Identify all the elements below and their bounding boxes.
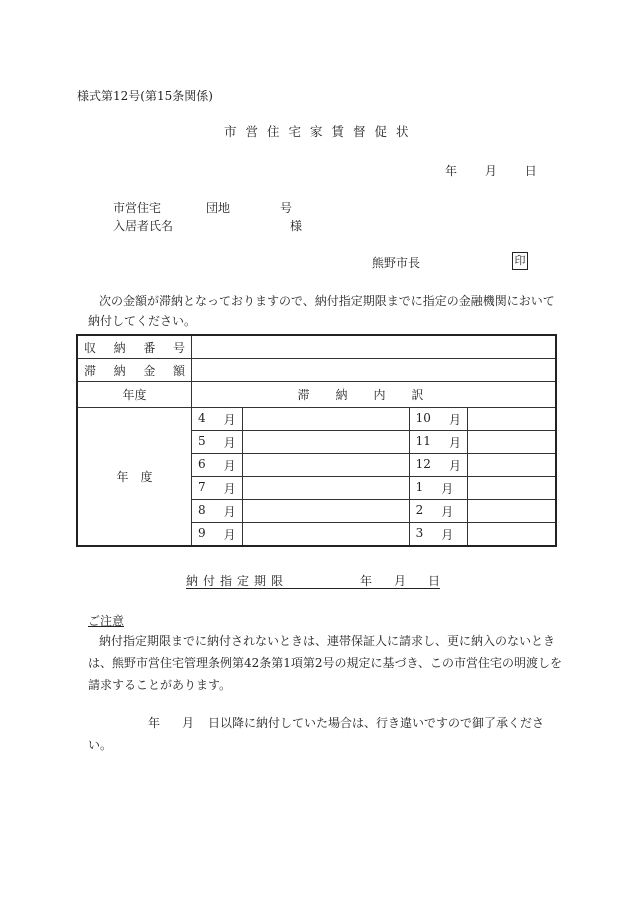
form-number: 様式第12号(第15条関係) xyxy=(77,89,213,103)
deadline-day: 日 xyxy=(428,574,441,588)
footer-line-1: 日以降に納付していた場合は、行き違いですので御了承くださ xyxy=(208,716,545,730)
month-label-left: 6 月 xyxy=(192,454,243,477)
month-value-right[interactable] xyxy=(467,454,556,477)
month-label-left: 8 月 xyxy=(192,500,243,523)
month-label-right: 3 月 xyxy=(409,523,467,547)
month-value-right[interactable] xyxy=(467,408,556,431)
housing-label: 市営住宅 xyxy=(113,201,162,215)
footer-month: 月 xyxy=(182,716,195,730)
breakdown-header-row xyxy=(77,382,556,408)
month-label-right: 2 月 xyxy=(409,500,467,523)
notice-line-3: 請求することがあります。 xyxy=(88,678,232,692)
month-label-right: 12 月 xyxy=(409,454,467,477)
footer-year: 年 xyxy=(148,716,161,730)
month-label-right: 10 月 xyxy=(409,408,467,431)
notice-line-2: は、熊野市営住宅管理条例第42条第1項第2号の規定に基づき、この市営住宅の明渡しを xyxy=(88,656,563,670)
month-label-left: 9 月 xyxy=(192,523,243,547)
month-value-right[interactable] xyxy=(467,477,556,500)
arrears-table xyxy=(76,334,557,547)
month-label-left: 7 月 xyxy=(192,477,243,500)
receipt-number-row xyxy=(77,335,556,359)
payment-deadline xyxy=(186,572,440,589)
month-label-left: 5 月 xyxy=(192,431,243,454)
month-value-left[interactable] xyxy=(242,477,409,500)
month-value-left[interactable] xyxy=(242,408,409,431)
date-month: 月 xyxy=(484,164,497,178)
receipt-number-label: 収 納 番 号 xyxy=(77,335,192,359)
footer-line-2: い。 xyxy=(88,738,113,752)
deadline-month: 月 xyxy=(394,574,407,588)
danchi-label: 団地 xyxy=(206,201,231,215)
month-value-left[interactable] xyxy=(242,500,409,523)
month-label-right: 11 月 xyxy=(409,431,467,454)
intro-line-1: 次の金額が滞納となっておりますので、納付指定期限までに指定の金融機関において xyxy=(99,294,555,308)
notice-line-1: 納付指定期限までに納付されないときは、連帯保証人に請求し、更に納入のないとき xyxy=(99,634,556,648)
month-value-left[interactable] xyxy=(242,431,409,454)
date-day: 日 xyxy=(524,164,537,178)
month-row xyxy=(77,408,556,431)
intro-line-2: 納付してください。 xyxy=(88,314,197,328)
sama-label: 様 xyxy=(290,219,303,233)
page-title: 市営住宅家賃督促状 xyxy=(224,124,418,139)
deadline-year: 年 xyxy=(360,574,373,588)
arrears-amount-value[interactable] xyxy=(192,359,557,382)
month-value-right[interactable] xyxy=(467,431,556,454)
notice-heading: ご注意 xyxy=(88,614,125,628)
arrears-amount-label: 滞 納 金 額 xyxy=(77,359,192,382)
date-line xyxy=(445,162,537,179)
resident-name-label: 入居者氏名 xyxy=(113,219,174,233)
year-side-label: 年 度 xyxy=(77,408,192,547)
month-value-right[interactable] xyxy=(467,500,556,523)
month-value-left[interactable] xyxy=(242,454,409,477)
seal-stamp: 印 xyxy=(512,252,528,270)
year-header: 年度 xyxy=(77,382,192,408)
issuer-name: 熊野市長 xyxy=(372,256,421,270)
deadline-label: 納付指定期限 xyxy=(186,574,289,588)
month-value-right[interactable] xyxy=(467,523,556,547)
arrears-amount-row xyxy=(77,359,556,382)
month-value-left[interactable] xyxy=(242,523,409,547)
go-label: 号 xyxy=(280,201,293,215)
month-label-right: 1 月 xyxy=(409,477,467,500)
date-year: 年 xyxy=(445,164,458,178)
breakdown-header: 滞納内訳 xyxy=(192,382,557,408)
receipt-number-value[interactable] xyxy=(192,335,557,359)
month-label-left: 4 月 xyxy=(192,408,243,431)
